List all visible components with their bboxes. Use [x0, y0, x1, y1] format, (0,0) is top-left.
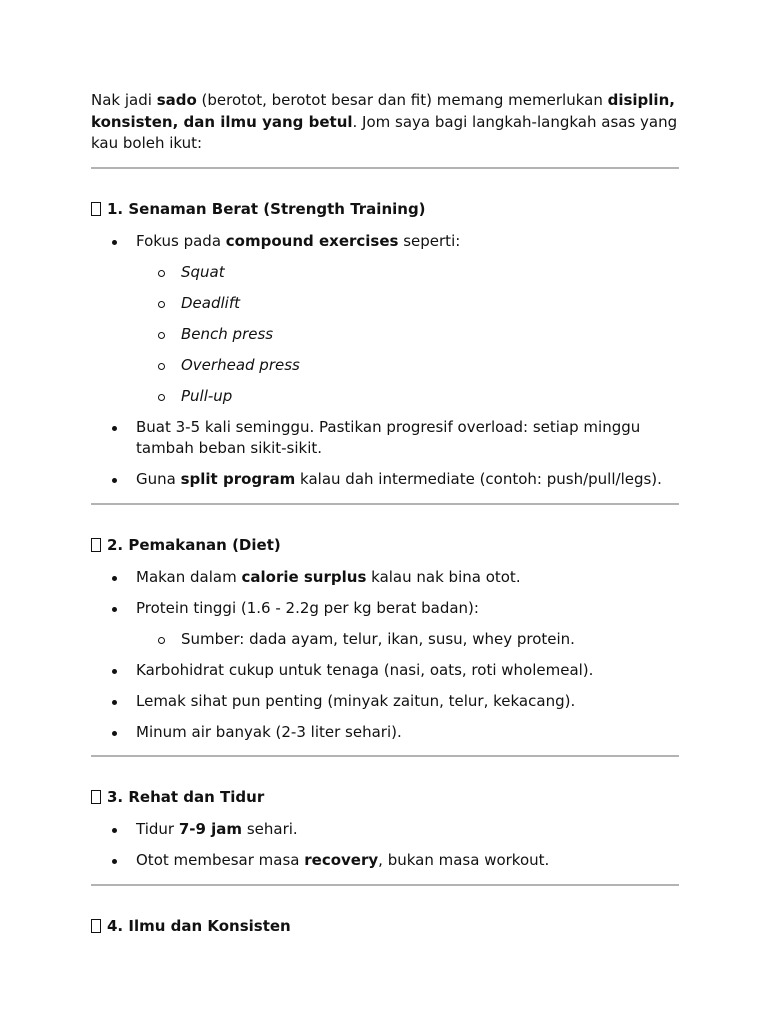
- sub-list-item: [136, 355, 679, 377]
- intro-text: . Jom saya bagi langkah-langkah asas yang kau boleh ikut:: [91, 112, 678, 152]
- section-knowledge-consistency: [91, 886, 679, 960]
- list-item: [91, 722, 679, 744]
- bullet-icon: [112, 240, 117, 245]
- intro-bold: sado: [156, 91, 197, 109]
- sub-item-text: Sumber: dada ayam, telur, ikan, susu, whey protein.: [181, 629, 575, 648]
- sub-item-text: Pull-up: [181, 386, 233, 405]
- bullet-icon: [112, 478, 117, 483]
- intro-bold: disiplin, konsisten, dan ilmu yang betul: [91, 91, 675, 131]
- item-bold: split program: [180, 470, 296, 488]
- bullet-icon: [112, 426, 117, 431]
- circle-bullet-icon: [158, 394, 165, 401]
- bullet-list: [91, 819, 679, 872]
- section-title: 3. Rehat dan Tidur: [107, 788, 265, 806]
- list-item: [91, 660, 679, 682]
- circle-bullet-icon: [158, 332, 165, 339]
- item-text: kalau nak bina otot.: [366, 567, 521, 586]
- section-title: 2. Pemakanan (Diet): [107, 535, 281, 554]
- section-title: 4. Ilmu dan Konsisten: [107, 916, 291, 935]
- missing-emoji-icon: [91, 538, 101, 552]
- bullet-icon: [112, 731, 117, 736]
- section-title: 1. Senaman Berat (Strength Training): [107, 199, 426, 218]
- section-heading: [91, 916, 679, 936]
- list-item: [91, 231, 679, 408]
- sub-item-text: Overhead press: [181, 355, 300, 374]
- bullet-icon: [112, 828, 117, 833]
- bullet-icon: [112, 669, 117, 674]
- circle-bullet-icon: [158, 363, 165, 370]
- bullet-icon: [112, 859, 117, 864]
- item-text: Otot membesar masa: [136, 851, 305, 869]
- item-text: kalau dah intermediate (contoh: push/pull/legs).: [295, 470, 662, 488]
- sub-item-text: Deadlift: [181, 293, 240, 312]
- bullet-list: [91, 567, 679, 744]
- list-item: [91, 691, 679, 713]
- section-heading: [91, 535, 679, 555]
- section-heading: [91, 199, 679, 219]
- list-item: [91, 598, 679, 651]
- list-item: [91, 469, 679, 491]
- missing-emoji-icon: [91, 790, 101, 804]
- bullet-icon: [112, 576, 117, 581]
- circle-bullet-icon: [158, 637, 165, 644]
- item-text: Minum air banyak (2-3 liter sehari).: [136, 722, 402, 741]
- section-rest-sleep: [91, 757, 679, 884]
- intro-paragraph: [91, 90, 679, 155]
- item-bold: 7-9 jam: [178, 820, 243, 838]
- item-text: Tidur: [136, 820, 179, 838]
- intro-text: (berotot, berotot besar dan fit) memang memerlukan: [196, 91, 608, 109]
- item-bold: recovery: [304, 851, 379, 869]
- item-text: , bukan masa workout.: [378, 851, 550, 869]
- item-text: Fokus pada: [136, 231, 226, 250]
- section-strength-training: [91, 169, 679, 503]
- item-bold: calorie surplus: [241, 567, 367, 586]
- item-text: seperti:: [398, 231, 461, 250]
- circle-bullet-icon: [158, 301, 165, 308]
- sub-item-text: Squat: [181, 262, 225, 281]
- item-text: Makan dalam: [136, 567, 242, 586]
- list-item: [91, 819, 679, 841]
- item-text: Protein tinggi (1.6 - 2.2g per kg berat badan):: [136, 598, 479, 617]
- bullet-icon: [112, 607, 117, 612]
- missing-emoji-icon: [91, 202, 101, 216]
- list-item: [91, 850, 679, 872]
- section-heading: [91, 787, 679, 807]
- circle-bullet-icon: [158, 270, 165, 277]
- sub-list: [136, 262, 679, 408]
- sub-item-text: Bench press: [181, 324, 274, 343]
- item-text: Lemak sihat pun penting (minyak zaitun, telur, kekacang).: [136, 691, 576, 710]
- section-diet: [91, 505, 679, 756]
- list-item: [91, 567, 679, 589]
- sub-list-item: [136, 629, 679, 651]
- item-text: Guna: [136, 470, 181, 488]
- item-text: Buat 3-5 kali seminggu. Pastikan progresif overload: setiap minggu tambah beban sikit-sikit.: [136, 417, 641, 457]
- item-text: sehari.: [242, 820, 298, 838]
- list-item: [91, 417, 679, 460]
- intro-text: Nak jadi: [91, 91, 157, 109]
- sub-list-item: [136, 262, 679, 284]
- sub-list: [136, 629, 679, 651]
- bullet-list: [91, 231, 679, 491]
- bullet-icon: [112, 700, 117, 705]
- sub-list-item: [136, 386, 679, 408]
- item-text: Karbohidrat cukup untuk tenaga (nasi, oats, roti wholemeal).: [136, 660, 594, 679]
- missing-emoji-icon: [91, 919, 101, 933]
- document-page: [91, 90, 679, 960]
- item-bold: compound exercises: [225, 231, 399, 250]
- sub-list-item: [136, 324, 679, 346]
- sub-list-item: [136, 293, 679, 315]
